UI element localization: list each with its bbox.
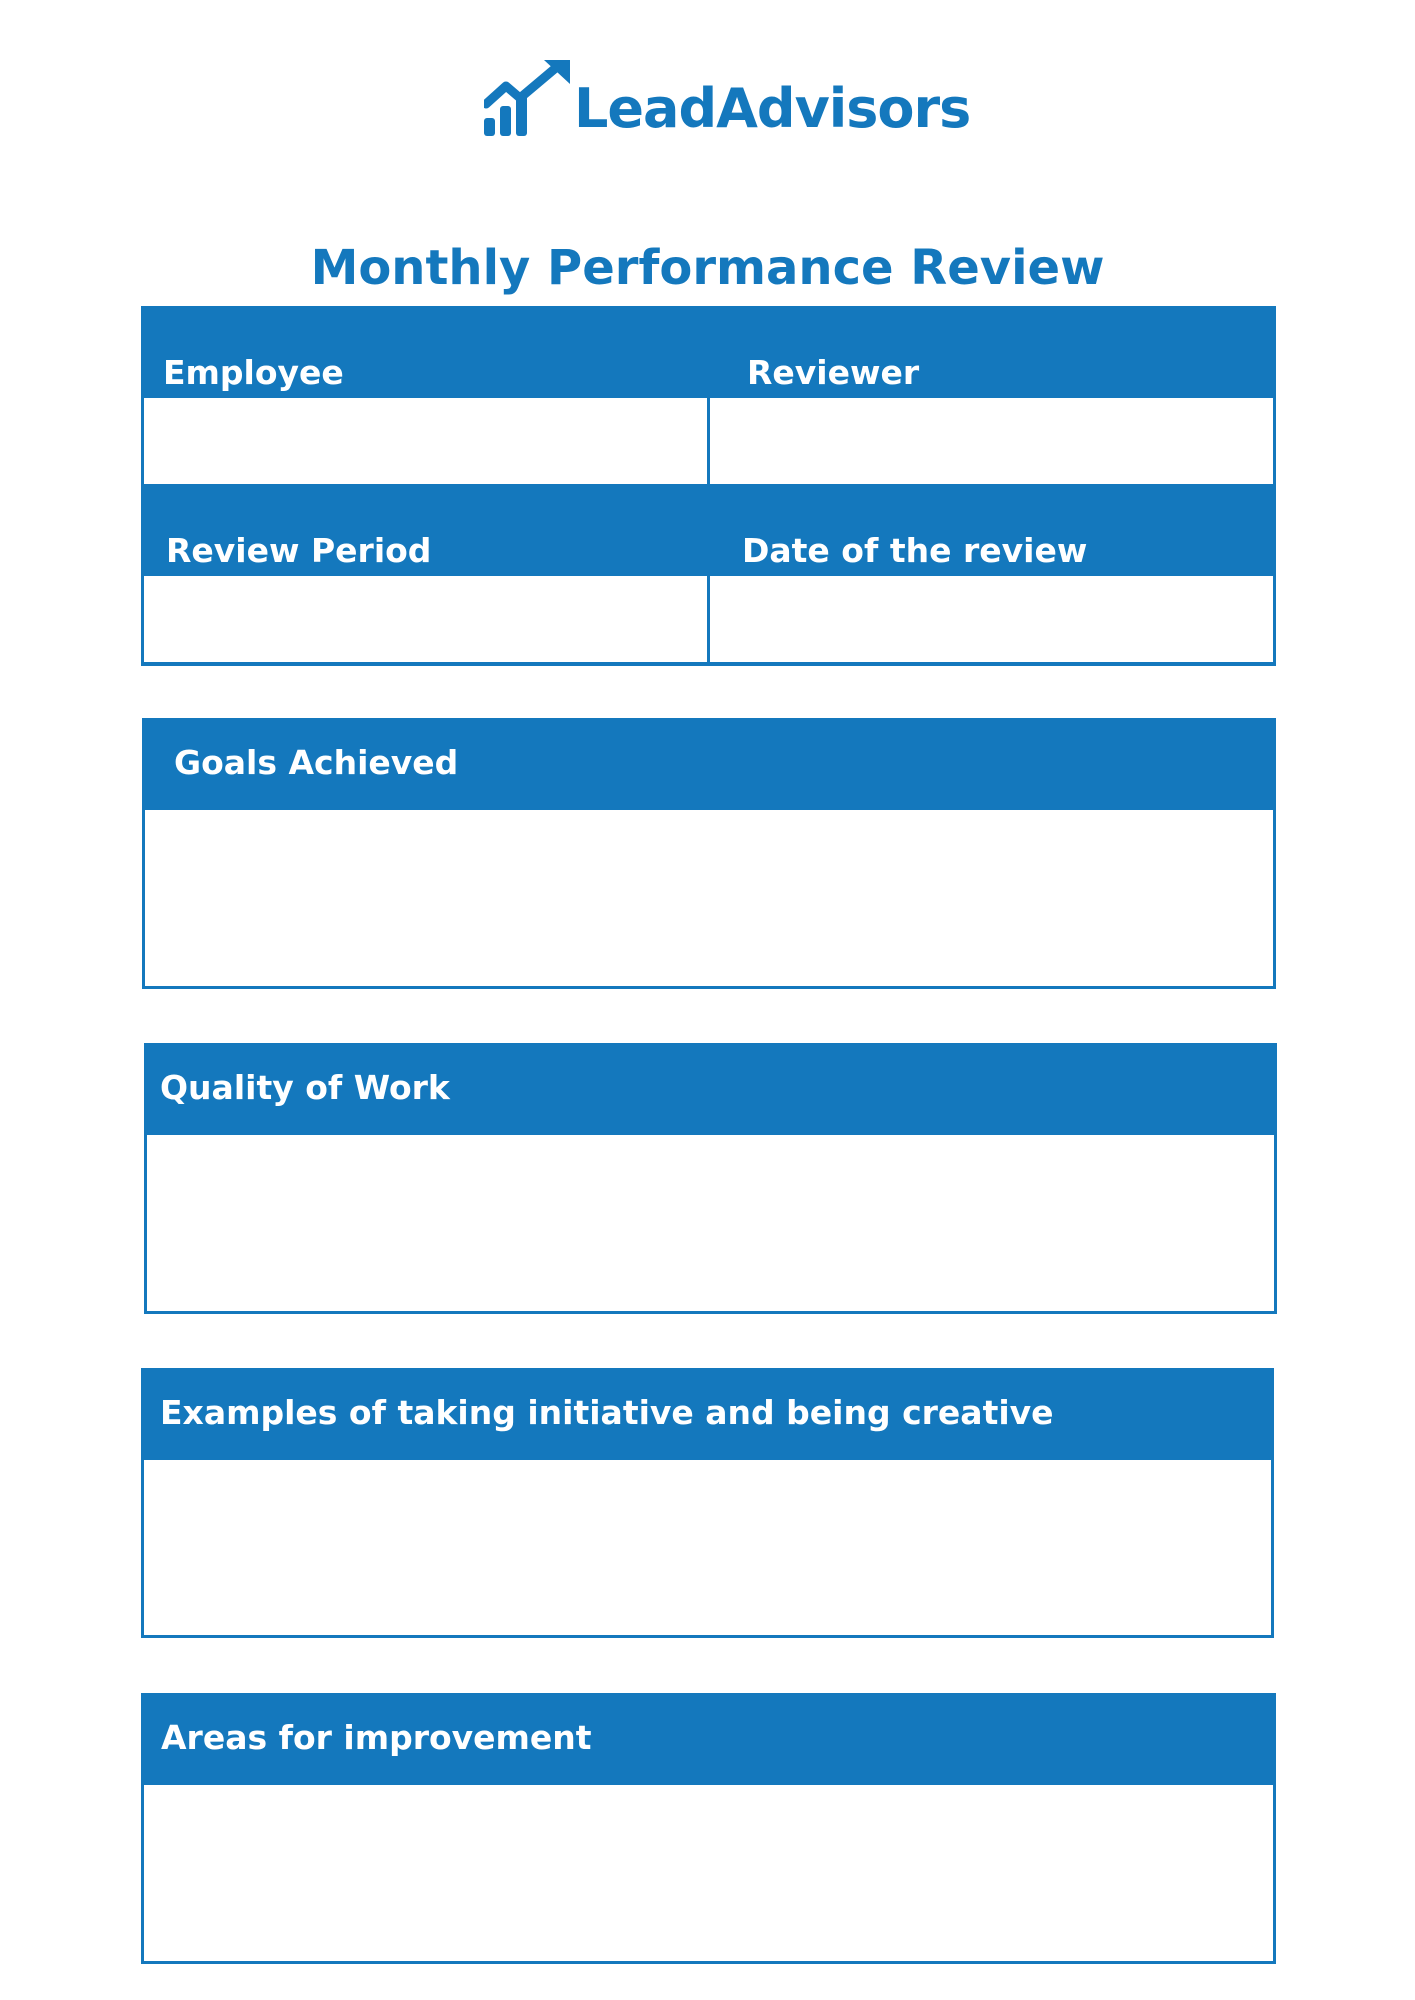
reviewer-label: Reviewer bbox=[747, 353, 920, 392]
info-box bbox=[141, 306, 1276, 666]
employee-field[interactable] bbox=[144, 398, 707, 484]
review-date-label: Date of the review bbox=[742, 531, 1088, 570]
section-header bbox=[145, 721, 1273, 810]
areas-for-improvement-field[interactable] bbox=[144, 1785, 1273, 1961]
quality-of-work-section bbox=[144, 1043, 1277, 1314]
section-title: Areas for improvement bbox=[161, 1718, 592, 1757]
section-header bbox=[144, 1696, 1273, 1785]
chart-growth-icon bbox=[484, 60, 572, 140]
section-title: Goals Achieved bbox=[174, 743, 459, 782]
brand-name: LeadAdvisors bbox=[574, 77, 971, 140]
areas-for-improvement-section bbox=[141, 1693, 1276, 1964]
review-period-field[interactable] bbox=[144, 576, 707, 662]
section-title: Examples of taking initiative and being creative bbox=[160, 1393, 1054, 1432]
section-title: Quality of Work bbox=[160, 1068, 450, 1107]
section-header bbox=[147, 1046, 1274, 1135]
info-row-1-header bbox=[144, 309, 1273, 398]
page-title: Monthly Performance Review bbox=[310, 240, 1105, 296]
info-row-2-header bbox=[144, 487, 1273, 576]
initiative-field[interactable] bbox=[144, 1460, 1271, 1635]
quality-of-work-field[interactable] bbox=[147, 1135, 1274, 1311]
section-header bbox=[144, 1371, 1271, 1460]
reviewer-field[interactable] bbox=[710, 398, 1273, 484]
review-date-field[interactable] bbox=[710, 576, 1273, 662]
goals-achieved-section bbox=[142, 718, 1276, 989]
employee-label: Employee bbox=[163, 353, 344, 392]
initiative-section bbox=[141, 1368, 1274, 1638]
review-period-label: Review Period bbox=[166, 531, 432, 570]
goals-achieved-field[interactable] bbox=[145, 810, 1273, 986]
logo bbox=[484, 60, 970, 140]
